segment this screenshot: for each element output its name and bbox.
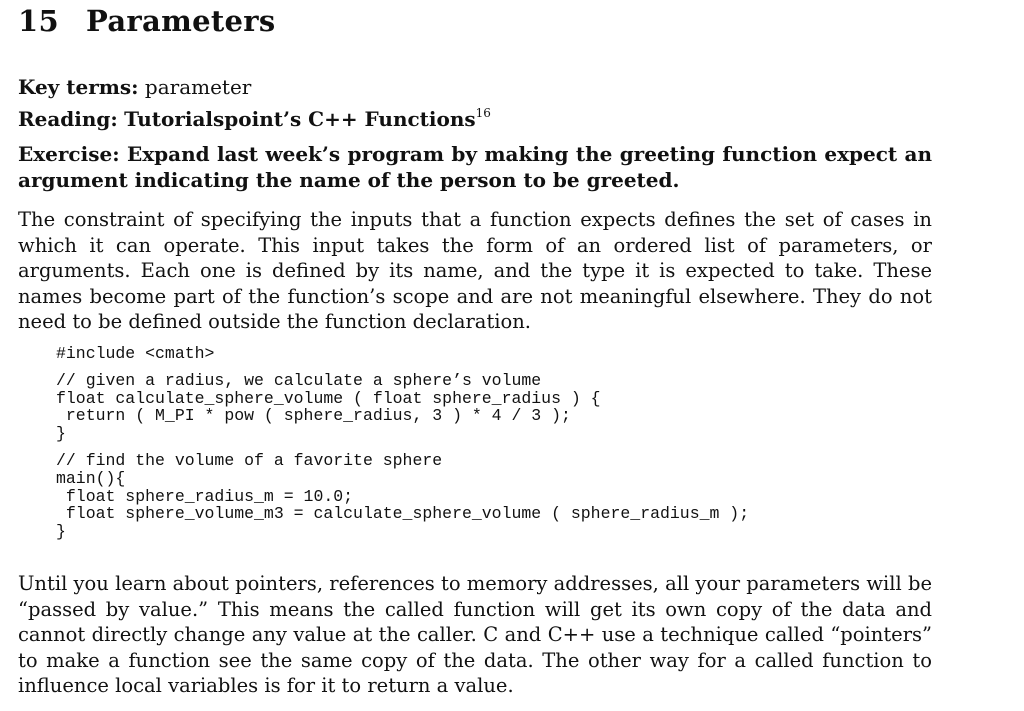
paragraph-constraints: The constraint of specifying the inputs that a function expects defines the set of cases in which it can operate. This input takes the form of an ordered list of parameters, or arguments. Each one is defined by its name, and the type it is expected to take. These names become part of the function’s scope and are not meaningful elsewhere. They do not need to be defined outside the function declaration. bbox=[18, 208, 932, 333]
exercise bbox=[18, 141, 932, 193]
code-line: float calculate_sphere_volume ( float sphere_radius ) { bbox=[56, 388, 601, 408]
section-heading bbox=[18, 4, 275, 38]
paragraph-pass-by-value: Until you learn about pointers, references to memory addresses, all your parameters will be “passed by value.” This means the called function will get its own copy of the data and cannot directly change any value at the caller. C and C++ use a technique called “pointers” to make a function see the same copy of the data. The other way for a called function to influence local variables is for it to return a value. bbox=[18, 572, 932, 697]
reading-footnote: 16 bbox=[475, 106, 491, 121]
code-line: // given a radius, we calculate a sphere’s volume bbox=[56, 370, 542, 390]
code-line: #include <cmath> bbox=[56, 344, 215, 363]
code-line: } bbox=[56, 424, 66, 444]
section-number: 15 bbox=[18, 4, 59, 38]
key-terms bbox=[18, 75, 251, 99]
code-line: // find the volume of a favorite sphere bbox=[56, 450, 443, 470]
exercise-text: Expand last week’s program by making the greeting function expect an argument indicating the name of the person to be greeted. bbox=[18, 142, 932, 192]
reading-text: Tutorialspoint’s C++ Functions bbox=[124, 107, 476, 131]
reading-label: Reading: bbox=[18, 107, 118, 131]
code-line: } bbox=[56, 522, 66, 542]
code-line: float sphere_volume_m3 = calculate_sphere_volume ( sphere_radius_m ); bbox=[56, 504, 750, 524]
code-line: float sphere_radius_m = 10.0; bbox=[56, 486, 354, 506]
key-terms-label: Key terms: bbox=[18, 75, 139, 99]
key-terms-text: parameter bbox=[144, 75, 252, 99]
code-block bbox=[56, 345, 749, 541]
exercise-label: Exercise: bbox=[18, 142, 120, 166]
code-line: main(){ bbox=[56, 468, 126, 488]
section-title: Parameters bbox=[86, 4, 276, 38]
reading bbox=[18, 107, 491, 131]
code-line: return ( M_PI * pow ( sphere_radius, 3 ) * 4 / 3 ); bbox=[56, 406, 571, 426]
